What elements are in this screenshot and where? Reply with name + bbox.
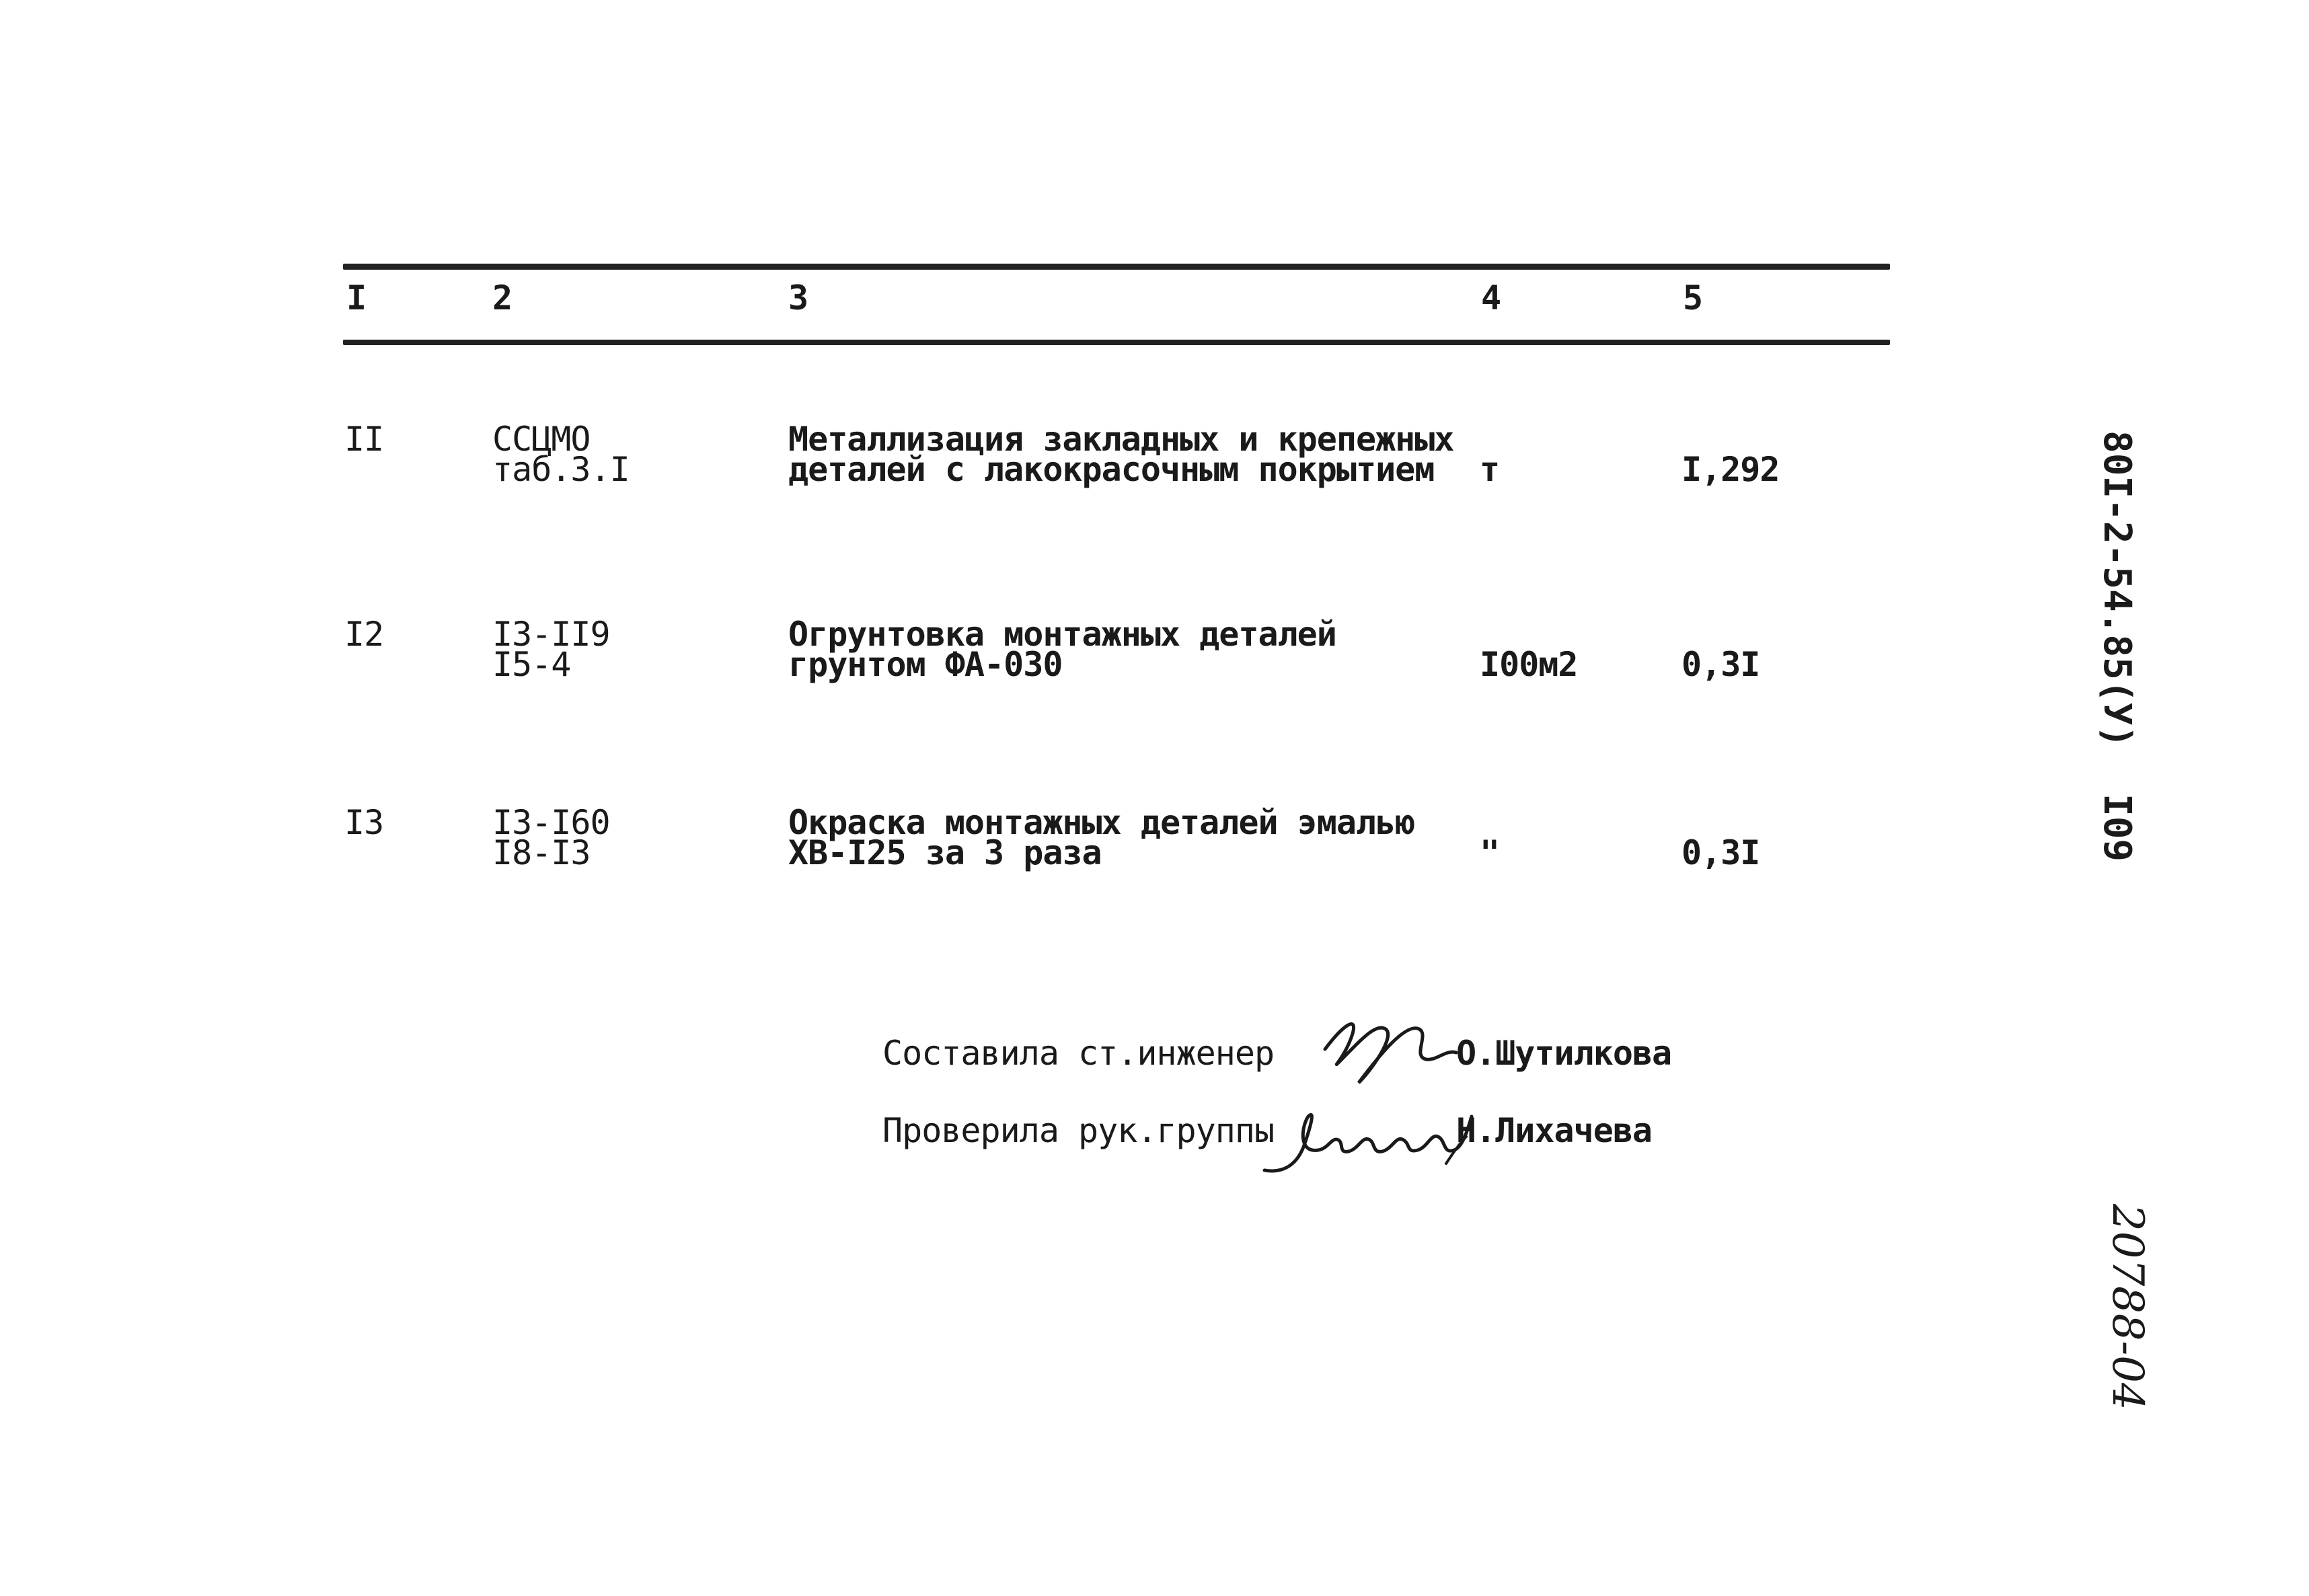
- table-row: [0, 422, 2309, 503]
- row-description: грунтом ФА-030: [788, 645, 1063, 684]
- row-description: Огрунтовка монтажных деталей: [788, 615, 1336, 654]
- header-col-1: I: [346, 278, 367, 317]
- row-reference: таб.3.I: [492, 450, 630, 489]
- header-col-4: 4: [1481, 278, 1501, 317]
- row-reference: ССЦМО: [492, 420, 591, 459]
- row-description: Окраска монтажных деталей эмалью: [788, 803, 1415, 842]
- handwritten-inventory-number: 20788-04: [2103, 1204, 2152, 1410]
- checked-by-label: Проверила рук.группы: [882, 1111, 1275, 1150]
- row-reference: I3-II9: [492, 615, 610, 654]
- checker-signature: [1258, 1090, 1480, 1184]
- compiled-by-label: Составила ст.инженер: [882, 1034, 1275, 1073]
- compiler-name: О.Шутилкова: [1456, 1034, 1672, 1073]
- row-number: I3: [344, 803, 384, 842]
- row-reference: I3-I60: [492, 803, 610, 842]
- row-quantity: 0,3I: [1681, 833, 1760, 872]
- row-number: I2: [344, 615, 384, 654]
- row-unit: т: [1480, 450, 1500, 489]
- row-reference: I8-I3: [492, 833, 591, 872]
- row-number: II: [344, 420, 384, 459]
- header-col-3: 3: [788, 278, 808, 317]
- document-code: 80I-2-54.85(У): [2095, 430, 2139, 749]
- table-header-rule: [343, 340, 1890, 345]
- checker-name: Н.Лихачева: [1456, 1111, 1653, 1150]
- table-row: [0, 803, 2309, 886]
- row-unit: ": [1480, 833, 1500, 872]
- header-col-5: 5: [1683, 278, 1703, 317]
- row-unit: I00м2: [1480, 645, 1578, 684]
- compiler-signature: [1312, 1002, 1466, 1096]
- row-quantity: 0,3I: [1681, 645, 1760, 684]
- page-number: I09: [2095, 794, 2139, 862]
- table-top-rule: [343, 264, 1890, 270]
- row-description: деталей с лакокрасочным покрытием: [788, 450, 1435, 489]
- row-description: Металлизация закладных и крепежных: [788, 420, 1454, 459]
- row-reference: I5-4: [492, 645, 571, 684]
- row-description: ХВ-I25 за 3 раза: [788, 833, 1102, 872]
- row-quantity: I,292: [1681, 450, 1780, 489]
- header-col-2: 2: [492, 278, 513, 317]
- table-row: [0, 617, 2309, 698]
